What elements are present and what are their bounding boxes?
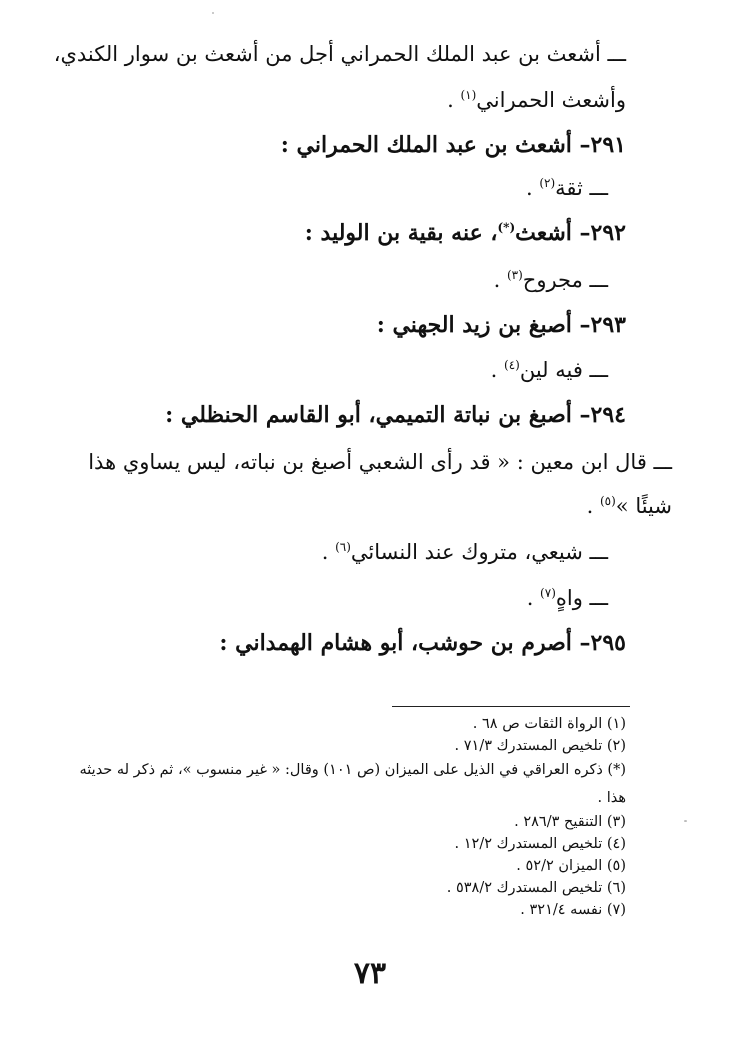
footnote	[473, 716, 626, 732]
line-text: .	[525, 176, 540, 200]
text-line	[491, 358, 608, 382]
footnote-text: (٤) تلخيص المستدرك ١٢/٢ .	[454, 836, 626, 852]
footnote	[520, 902, 626, 918]
heading-text: ٢٩٥– أصرم بن حوشب، أبو هشام الهمداني :	[219, 630, 626, 656]
line-text: شيئًا »	[615, 494, 672, 518]
line-text: .	[586, 494, 600, 518]
entry-heading-294	[165, 402, 626, 428]
scan-speck	[684, 820, 687, 822]
footnote-ref[interactable]: (٥)	[599, 494, 616, 508]
line-text: .	[493, 268, 507, 292]
heading-text: ٢٩٤– أصبغ بن نباتة التميمي، أبو القاسم الحنظلي :	[165, 402, 626, 428]
footnote	[597, 790, 626, 806]
line-text: ـــ ثقة	[555, 176, 608, 200]
footnote-text: هذا .	[597, 790, 626, 806]
footnote-ref[interactable]: (٦)	[335, 540, 351, 554]
entry-heading-291	[281, 132, 626, 158]
text-line	[587, 494, 672, 518]
footnote-text: (٢) تلخيص المستدرك ٧١/٣ .	[454, 738, 626, 754]
footnote	[516, 858, 626, 874]
page-number: ٧٣	[353, 956, 387, 991]
text-line	[54, 42, 626, 66]
footnote	[447, 880, 626, 896]
entry-heading-295	[219, 630, 626, 656]
footnote	[514, 814, 626, 830]
line-text: وأشعث الحمراني	[476, 88, 626, 112]
footnote-text: (٧) نفسه ٣٢١/٤ .	[520, 902, 626, 918]
line-text: .	[321, 540, 336, 564]
heading-text: ٢٩٣– أصبغ بن زيد الجهني :	[376, 312, 626, 338]
footnote-text: (٦) تلخيص المستدرك ٥٣٨/٢ .	[446, 880, 626, 896]
line-text: .	[526, 586, 541, 610]
footnote-ref[interactable]: (٣)	[506, 268, 523, 282]
footnote-text: (*) ذكره العراقي في الذيل على الميزان (ص ١٠١) وقال: « غير منسوب »، ثم ذكر له حديثه	[79, 762, 626, 778]
line-text: ـــ قال ابن معين : « قد رأى الشعبي أصبغ بن نباته، ليس يساوي هذا	[88, 450, 672, 474]
heading-text: ٢٩٢– أشعث	[515, 220, 626, 246]
footnote-text: (٣) التنقيح ٢٨٦/٣ .	[514, 814, 626, 830]
line-text: ـــ فيه لين	[519, 358, 608, 382]
text-line	[527, 586, 608, 610]
footnote	[455, 836, 626, 852]
footnote-ref[interactable]: (*)	[497, 220, 516, 235]
heading-text: ، عنه بقية بن الوليد :	[304, 220, 498, 246]
line-text: .	[447, 88, 461, 112]
text-line	[322, 540, 608, 564]
footnote-separator	[392, 706, 630, 707]
footnote	[455, 738, 626, 754]
heading-text: ٢٩١– أشعث بن عبد الملك الحمراني :	[280, 132, 626, 158]
footnote-ref[interactable]: (١)	[460, 88, 477, 102]
entry-heading-293	[377, 312, 626, 338]
line-text: ـــ أشعث بن عبد الملك الحمراني أجل من أشعث بن سوار الكندي،	[53, 42, 626, 66]
text-line	[526, 176, 608, 200]
line-text: ـــ واهٍ	[555, 586, 608, 610]
line-text: ـــ مجروح	[522, 268, 608, 292]
entry-heading-292	[305, 220, 626, 246]
footnote-ref[interactable]: (٧)	[540, 586, 556, 600]
text-line	[494, 268, 608, 292]
scan-speck	[212, 12, 214, 14]
line-text: ـــ شيعي، متروك عند النسائي	[350, 540, 608, 564]
footnote-ref[interactable]: (٤)	[504, 358, 520, 372]
text-line	[88, 450, 672, 474]
footnote-ref[interactable]: (٢)	[539, 176, 556, 190]
line-text: .	[490, 358, 504, 382]
footnote-text: (٥) الميزان ٥٢/٢ .	[516, 858, 626, 874]
footnote-text: (١) الرواة الثقات ص ٦٨ .	[472, 716, 626, 732]
footnote	[80, 762, 626, 778]
text-line	[447, 88, 626, 112]
